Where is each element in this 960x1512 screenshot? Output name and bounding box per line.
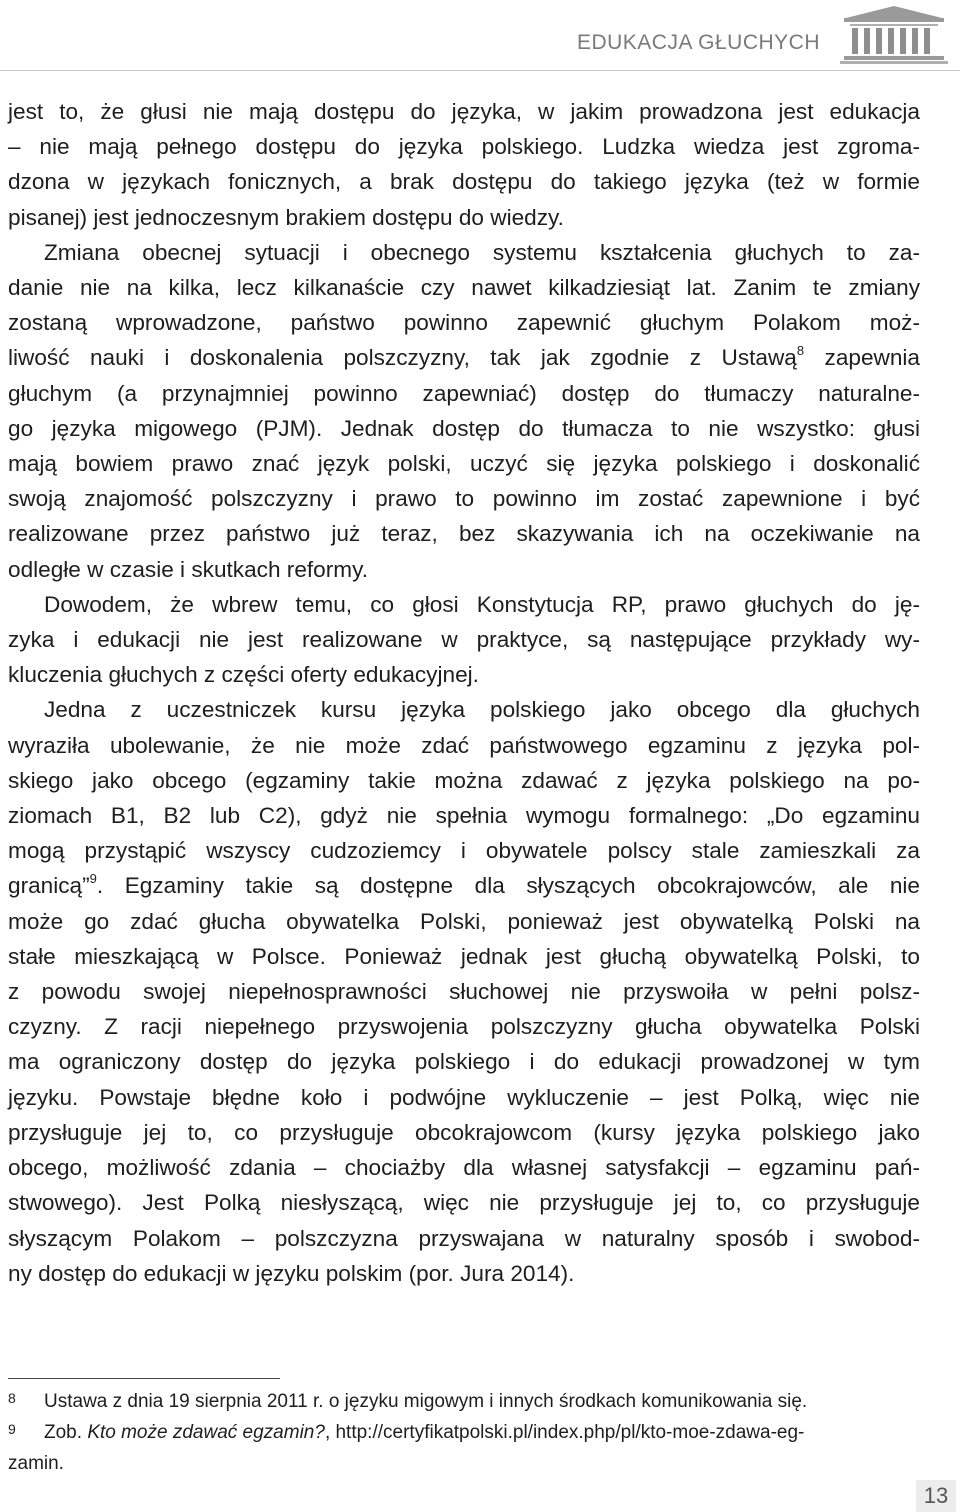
- text-line: wyraziła ubolewanie, że nie może zdać państwowego egzaminu z języka pol-: [8, 732, 920, 758]
- text-line: zostaną wprowadzone, państwo powinno zapewnić głuchym Polakom moż-: [8, 310, 920, 336]
- main-text: [8, 94, 920, 1291]
- text-line: mają bowiem prawo znać język polski, uczyć się języka polskiego i doskonalić: [8, 451, 920, 477]
- footnote-9: [8, 1417, 920, 1479]
- text-segment: zapewnia: [804, 345, 920, 371]
- text-line: stwowego). Jest Polką niesłyszącą, więc nie przysługuje jej to, co przysługuje: [8, 1190, 920, 1216]
- footnote-url[interactable]: , http://certyfikatpolski.pl/index.php/pl/kto-moe-zdawa-eg-: [324, 1422, 805, 1443]
- footnote-8: [8, 1386, 920, 1417]
- text-line: Jedna z uczestniczek kursu języka polskiego jako obcego dla głuchych: [44, 697, 920, 723]
- text-line: ny dostęp do edukacji w języku polskim (por. Jura 2014).: [8, 1260, 575, 1286]
- text-line: czyzny. Z racji niepełnego przyswojenia polszczyzny głucha obywatelka Polski: [8, 1014, 920, 1040]
- footnote-number: 8: [8, 1390, 16, 1406]
- text-line: z powodu swojej niepełnosprawności słuchowej nie przyswoiła w pełni polsz-: [8, 979, 920, 1005]
- running-header-title: EDUKACJA GŁUCHYCH: [576, 31, 820, 54]
- text-line: przysługuje jej to, co przysługuje obcokrajowcom (kursy języka polskiego jako: [8, 1119, 920, 1145]
- footnote-separator: [8, 1378, 280, 1379]
- text-line: Zmiana obecnej sytuacji i obecnego systemu kształcenia głuchych to za-: [44, 239, 920, 265]
- footnote-prefix: Zob.: [44, 1422, 88, 1443]
- text-line: jest to, że głusi nie mają dostępu do języka, w jakim prowadzona jest edukacja: [8, 99, 920, 124]
- text-line: [8, 340, 920, 375]
- header-rule: [0, 70, 960, 71]
- footnote-url-continuation[interactable]: zamin.: [8, 1453, 64, 1474]
- text-segment: liwość nauki i doskonalenia polszczyzny, tak jak zgodnie z Ustawą: [8, 345, 797, 371]
- page-number: 13: [916, 1480, 956, 1512]
- text-line: go języka migowego (PJM). Jednak dostęp do tłumacza to nie wszystko: głusi: [8, 415, 920, 441]
- footnote-title: Kto może zdawać egzamin?: [87, 1422, 325, 1443]
- text-line: odległe w czasie i skutkach reformy.: [8, 556, 368, 582]
- text-line: ziomach B1, B2 lub C2), gdyż nie spełnia wymogu formalnego: „Do egzaminu: [8, 803, 920, 829]
- footnotes: [8, 1386, 920, 1479]
- footnote-ref-8[interactable]: 8: [796, 342, 805, 358]
- page-header: [0, 0, 960, 80]
- text-line: może go zdać głucha obywatelka Polski, ponieważ jest obywatelką Polski na: [8, 908, 920, 934]
- text-segment: granicą”: [8, 873, 90, 899]
- text-line: swoją znajomość polszczyzny i prawo to powinno im zostać zapewnione i być: [8, 486, 920, 512]
- text-line: pisanej) jest jednoczesnym brakiem dostępu do wiedzy.: [8, 204, 564, 230]
- text-line: ma ograniczony dostęp do języka polskiego i do edukacji prowadzonej w tym: [8, 1049, 920, 1075]
- text-line: dzona w językach fonicznych, a brak dostępu do takiego języka (też w formie: [8, 169, 920, 195]
- text-line: Dowodem, że wbrew temu, co głosi Konstytucja RP, prawo głuchych do ję-: [44, 591, 920, 617]
- text-line: obcego, możliwość zdania – chociażby dla własnej satysfakcji – egzaminu pań-: [8, 1155, 920, 1181]
- text-line: języku. Powstaje błędne koło i podwójne wykluczenie – jest Polką, więc nie: [8, 1084, 920, 1110]
- text-line: skiego jako obcego (egzaminy takie można zdawać z języka polskiego na po-: [8, 767, 920, 793]
- text-line: stałe mieszkającą w Polsce. Ponieważ jednak jest głuchą obywatelką Polski, to: [8, 943, 920, 969]
- text-segment: . Egzaminy takie są dostępne dla słyszących obcokrajowców, ale nie: [96, 873, 920, 899]
- text-line: głuchym (a przynajmniej powinno zapewniać) dostęp do tłumaczy naturalne-: [8, 380, 920, 406]
- text-line: danie nie na kilka, lecz kilkanaście czy nawet kilkadziesiąt lat. Zanim te zmiany: [8, 275, 920, 301]
- text-line: [8, 868, 920, 903]
- text-line: – nie mają pełnego dostępu do języka polskiego. Ludzka wiedza jest zgroma-: [8, 134, 920, 160]
- footnote-ref-9[interactable]: 9: [89, 870, 97, 886]
- footnote-number: 9: [8, 1421, 16, 1437]
- text-line: słyszącym Polakom – polszczyzna przyswajana w naturalny sposób i swobod-: [8, 1225, 920, 1251]
- text-line: realizowane przez państwo już teraz, bez skazywania ich na oczekiwanie na: [8, 521, 920, 547]
- building-columns-logo-icon: [836, 4, 952, 64]
- text-line: zyka i edukacji nie jest realizowane w praktyce, są następujące przykłady wy-: [8, 627, 920, 653]
- text-line: mogą przystąpić wszyscy cudzoziemcy i obywatele polscy stale zamieszkali za: [8, 838, 920, 864]
- text-line: kluczenia głuchych z części oferty edukacyjnej.: [8, 662, 479, 688]
- footnote-text: Ustawa z dnia 19 sierpnia 2011 r. o języku migowym i innych środkach komunikowania się.: [44, 1391, 808, 1412]
